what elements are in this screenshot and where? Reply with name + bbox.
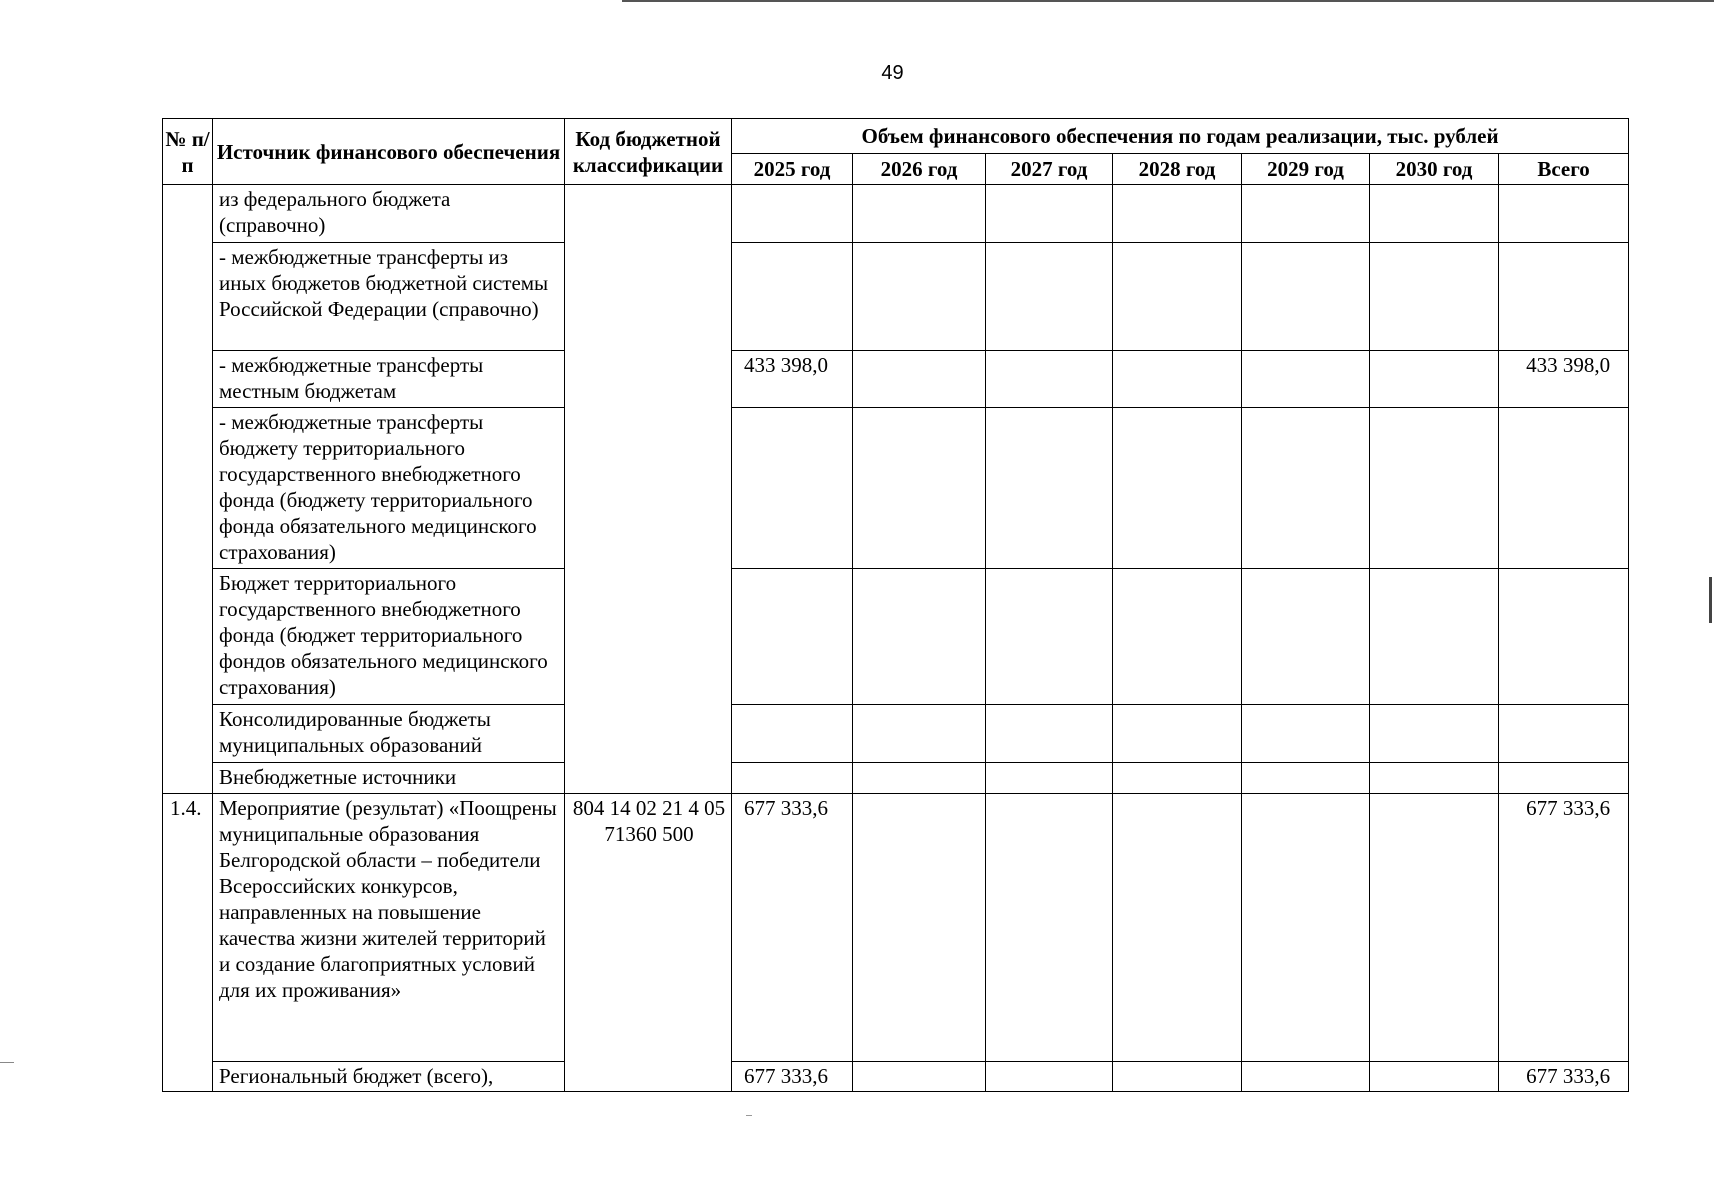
value-cell — [1370, 794, 1499, 1062]
value-cell: 677 333,6 — [732, 1062, 853, 1092]
header-year-2026: 2026 год — [853, 154, 986, 185]
value-cell — [853, 351, 986, 408]
value-cell — [853, 185, 986, 243]
value-cell — [1242, 794, 1370, 1062]
item-sub-source: Региональный бюджет (всего), — [213, 1062, 565, 1092]
table-row — [163, 1062, 1629, 1092]
scan-edge-line — [622, 0, 1714, 2]
source-cell: Консолидированные бюджеты муниципальных образований — [213, 705, 565, 763]
value-cell — [853, 569, 986, 705]
value-cell — [986, 705, 1113, 763]
value-cell — [1370, 1062, 1499, 1092]
header-year-2025: 2025 год — [732, 154, 853, 185]
total-cell — [1499, 763, 1629, 794]
value-cell — [1370, 569, 1499, 705]
total-cell — [1499, 243, 1629, 351]
source-cell: Внебюджетные источники — [213, 763, 565, 794]
table-row-item — [163, 794, 1629, 1062]
page-number: 49 — [881, 62, 904, 84]
total-cell — [1499, 408, 1629, 569]
header-number: № п/п — [163, 119, 213, 185]
value-cell — [1242, 705, 1370, 763]
value-cell — [1370, 705, 1499, 763]
header-volume: Объем финансового обеспечения по годам реализации, тыс. рублей — [732, 119, 1629, 154]
value-cell — [1370, 763, 1499, 794]
source-cell: - межбюджетные трансферты местным бюджетам — [213, 351, 565, 408]
value-cell — [853, 408, 986, 569]
value-cell — [1370, 408, 1499, 569]
value-cell — [1242, 408, 1370, 569]
value-cell — [732, 569, 853, 705]
value-cell — [986, 763, 1113, 794]
scan-edge-mark-left — [0, 1062, 14, 1063]
source-cell: Бюджет территориального государственного внебюджетного фонда (бюджет территориального фондов обязательного медицинского страхования) — [213, 569, 565, 705]
header-total: Всего — [1499, 154, 1629, 185]
total-cell — [1499, 705, 1629, 763]
value-cell — [732, 763, 853, 794]
source-cell: из федерального бюджета (справочно) — [213, 185, 565, 243]
value-cell — [986, 569, 1113, 705]
value-cell — [1113, 763, 1242, 794]
value-cell — [1113, 569, 1242, 705]
value-cell — [1113, 1062, 1242, 1092]
value-cell — [1242, 243, 1370, 351]
value-cell — [732, 243, 853, 351]
total-cell: 433 398,0 — [1499, 351, 1629, 408]
header-year-2028: 2028 год — [1113, 154, 1242, 185]
item-source: Мероприятие (результат) «Поощрены муниципальные образования Белгородской области – победители Всероссийских конкурсов, направленных на повышение качества жизни жителей территорий и создание благоприятных условий для их проживания» — [213, 794, 565, 1062]
value-cell — [986, 185, 1113, 243]
scan-dot — [746, 1115, 752, 1116]
value-cell — [1242, 569, 1370, 705]
table-row — [163, 705, 1629, 763]
total-cell: 677 333,6 — [1499, 794, 1629, 1062]
value-cell — [986, 408, 1113, 569]
table-row — [163, 351, 1629, 408]
value-cell: 433 398,0 — [732, 351, 853, 408]
value-cell — [732, 408, 853, 569]
value-cell — [1113, 705, 1242, 763]
source-cell: - межбюджетные трансферты бюджету территориального государственного внебюджетного фонда (бюджету территориального фонда обязательного медицинского страхования) — [213, 408, 565, 569]
table-row — [163, 569, 1629, 705]
item-code: 804 14 02 21 4 05 71360 500 — [565, 794, 732, 1092]
value-cell — [1242, 351, 1370, 408]
value-cell — [853, 1062, 986, 1092]
value-cell — [1113, 351, 1242, 408]
value-cell — [1370, 185, 1499, 243]
header-source: Источник финансового обеспечения — [213, 119, 565, 185]
value-cell — [732, 705, 853, 763]
financing-table — [162, 118, 1629, 1092]
header-year-2027: 2027 год — [986, 154, 1113, 185]
number-cell-empty — [163, 185, 213, 794]
value-cell — [1370, 243, 1499, 351]
table-row — [163, 408, 1629, 569]
value-cell — [986, 1062, 1113, 1092]
value-cell — [732, 185, 853, 243]
value-cell — [986, 351, 1113, 408]
table-row — [163, 763, 1629, 794]
total-cell — [1499, 185, 1629, 243]
value-cell — [853, 763, 986, 794]
value-cell — [986, 794, 1113, 1062]
total-cell: 677 333,6 — [1499, 1062, 1629, 1092]
value-cell — [1113, 408, 1242, 569]
value-cell — [1242, 1062, 1370, 1092]
value-cell — [1242, 763, 1370, 794]
value-cell — [853, 243, 986, 351]
item-number: 1.4. — [163, 794, 213, 1092]
value-cell — [853, 794, 986, 1062]
header-year-2030: 2030 год — [1370, 154, 1499, 185]
table-row — [163, 243, 1629, 351]
table-row — [163, 185, 1629, 243]
value-cell — [986, 243, 1113, 351]
value-cell — [853, 705, 986, 763]
value-cell — [1113, 185, 1242, 243]
value-cell — [1113, 794, 1242, 1062]
value-cell — [1370, 351, 1499, 408]
value-cell — [1113, 243, 1242, 351]
source-cell: - межбюджетные трансферты из иных бюджетов бюджетной системы Российской Федерации (справочно) — [213, 243, 565, 351]
total-cell — [1499, 569, 1629, 705]
header-code: Код бюджетной классификации — [565, 119, 732, 185]
code-cell-empty — [565, 185, 732, 794]
scan-edge-mark — [1709, 577, 1712, 623]
value-cell — [1242, 185, 1370, 243]
header-year-2029: 2029 год — [1242, 154, 1370, 185]
value-cell: 677 333,6 — [732, 794, 853, 1062]
